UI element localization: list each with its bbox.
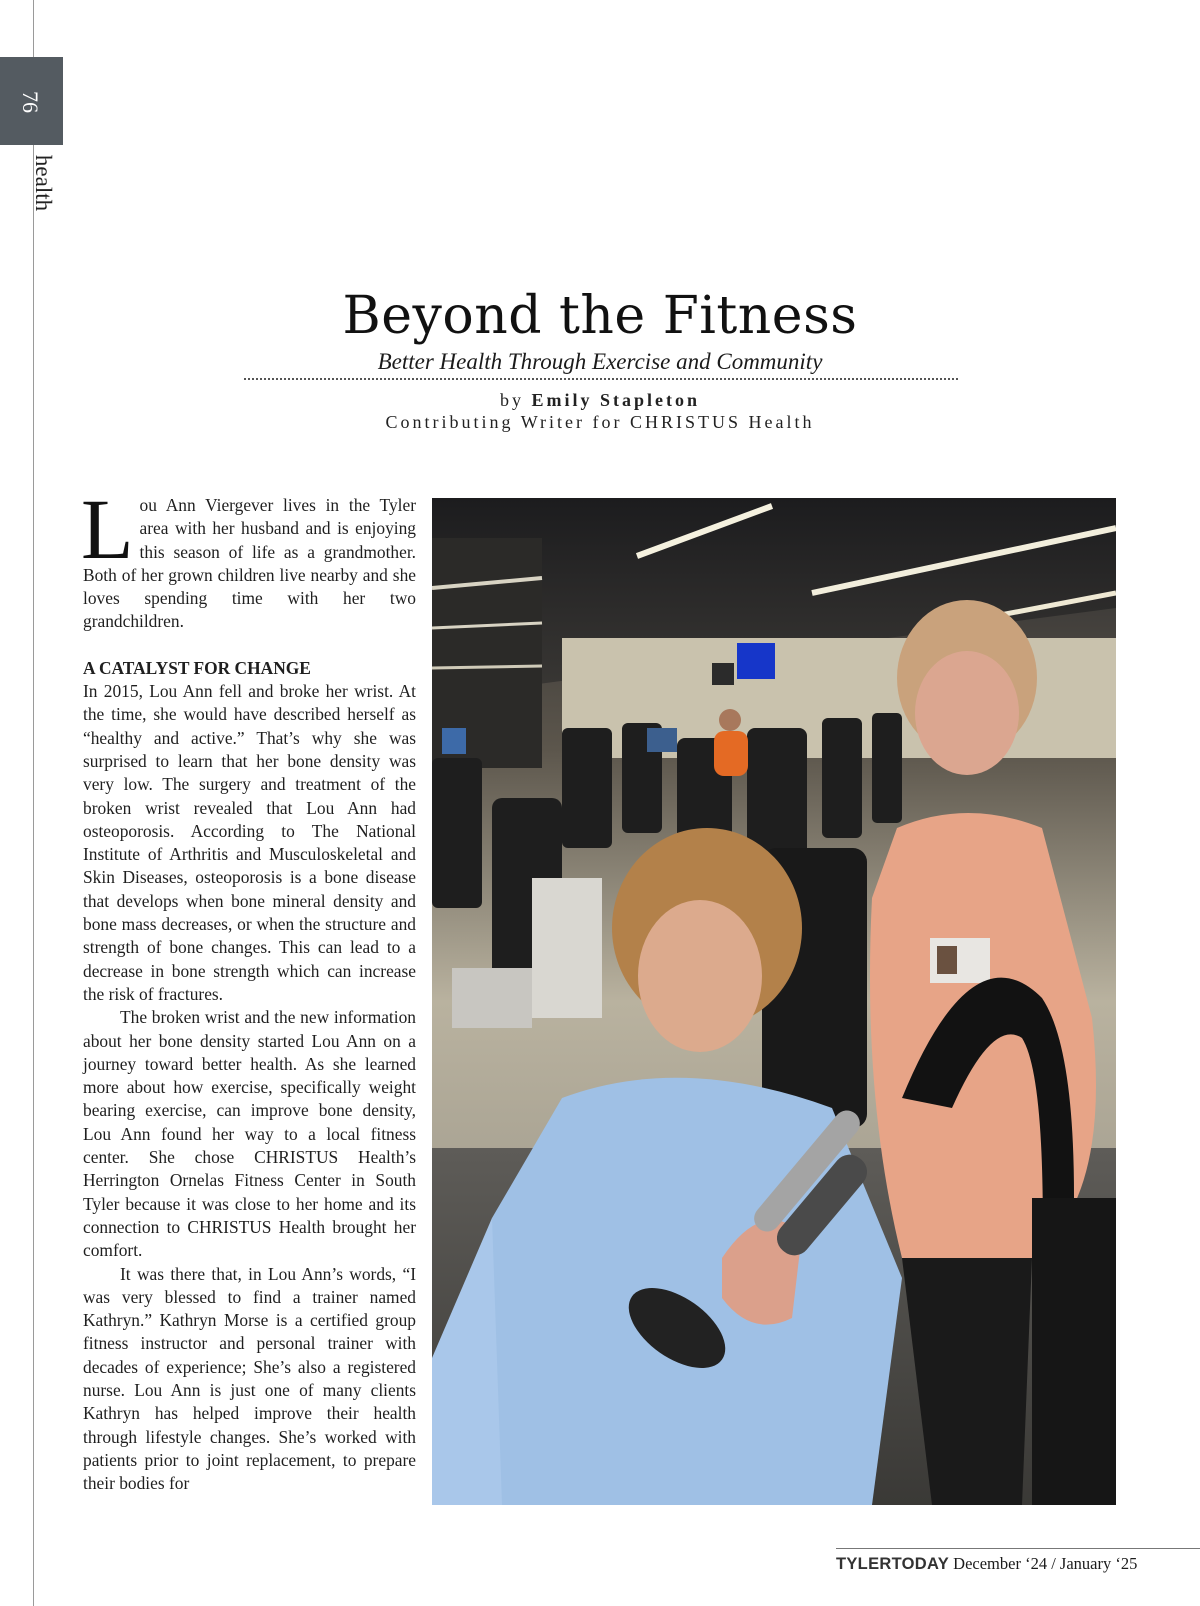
author-role: Contributing Writer for CHRISTUS Health — [385, 412, 815, 432]
dotted-divider — [244, 378, 958, 380]
article-title: Beyond the Fitness — [342, 286, 858, 346]
body-paragraph-2: The broken wrist and the new information about her bone density started Lou Ann on a journey toward better health. As she learned more about how exercise, specifically weight bearing exercise, can improve bone density, Lou Ann found her way to a local fitness center. She chose CHRISTUS Health’s Herrington Ornelas Fitness Center in South Tyler because it was close to her home and its connection to CHRISTUS Health brought her comfort. — [83, 1007, 416, 1261]
magazine-name: TYLERTODAY — [836, 1555, 950, 1573]
page-number: 76 — [18, 91, 43, 113]
issue-date: December ‘24 / January ‘25 — [953, 1554, 1138, 1573]
article-subtitle: Better Health Through Exercise and Community — [377, 349, 823, 374]
body-paragraph-3: It was there that, in Lou Ann’s words, “I was very blessed to find a trainer named Kathryn.” Kathryn Morse is a certified group fitness instructor and personal trainer with decades of experience; She’s also a registered nurse. Lou Ann is just one of many clients Kathryn has helped improve their health through lifestyle changes. She’s worked with patients prior to joint replacement, to prepare their bodies for — [83, 1263, 416, 1494]
body-paragraph-1: In 2015, Lou Ann fell and broke her wrist. At the time, she would have described herself as “healthy and active.” That’s why she was surprised to learn that her bone density was very low. The surgery and treatment of the broken wrist revealed that Lou Ann had osteoporosis. According to The National Institute of Arthritis and Musculoskeletal and Skin Diseases, osteoporosis is a bone disease that develops when bone mineral density and bone mass decreases, or when the structure and strength of bone changes. This can lead to a decrease in bone strength which can increase the risk of fractures. — [83, 681, 416, 1004]
byline — [0, 388, 1200, 412]
gym-photo-illustration — [432, 498, 1116, 1505]
section-label: health — [31, 154, 56, 212]
author-name: Emily Stapleton — [531, 390, 700, 410]
byline-prefix: by — [499, 390, 524, 410]
footer-rule — [836, 1548, 1200, 1549]
margin-rule — [33, 0, 34, 1606]
footer — [836, 1554, 1137, 1574]
article-body — [81, 481, 416, 1495]
intro-paragraph — [81, 481, 416, 634]
section-heading: A CATALYST FOR CHANGE — [83, 657, 311, 678]
article-photo — [432, 498, 1116, 1505]
intro-text: ou Ann Viergever lives in the Tyler area with her husband and is enjoying this season of life as a grandmother. Both of her grown children live nearby and she loves spending time with her two grandchildren. — [83, 495, 416, 632]
drop-cap: L — [81, 481, 134, 577]
